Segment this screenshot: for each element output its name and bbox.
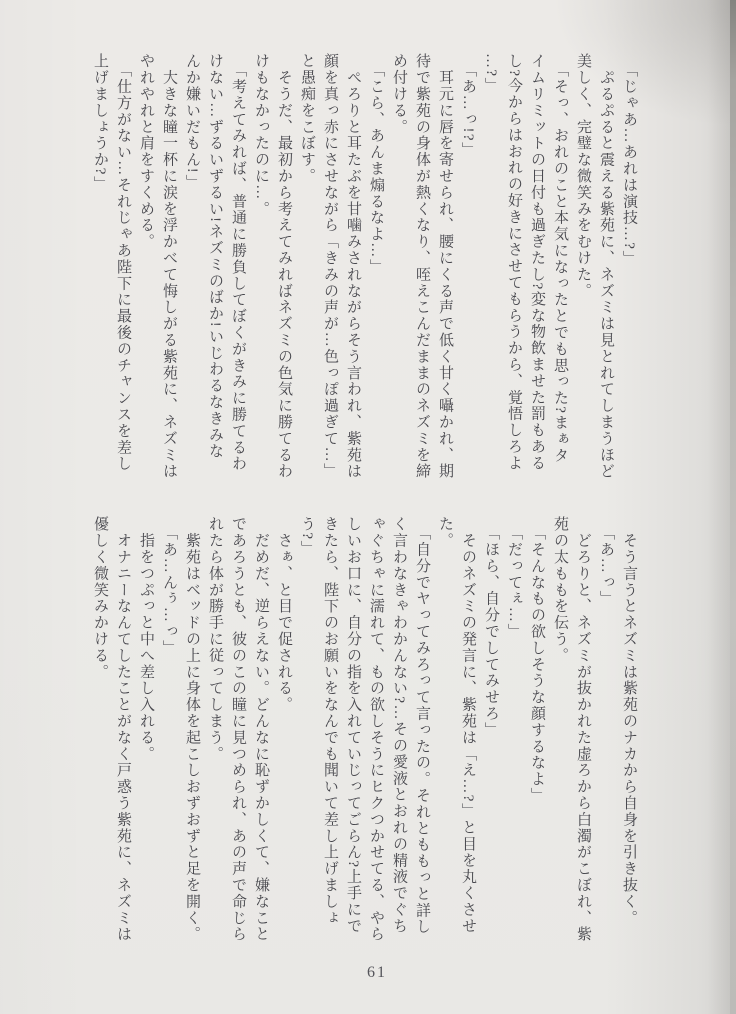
text-column: さぁ、と目で促される。 [276, 516, 292, 713]
text-block-top [88, 53, 640, 503]
text-column: んか嫌いだもん!」 [184, 53, 200, 191]
text-column: しいお口に、自分の指を入れていじってごらん?上手にで [345, 516, 361, 935]
text-column: 顔を真っ赤にさせながら「きみの声が…色っぽ過ぎて…」 [322, 53, 338, 480]
text-column: ぷるぷると震える紫苑に、ネズミは見とれてしまうほど [598, 53, 614, 480]
text-column: し?今からはおれの好きにさせてもらうから、覚悟しろよ [506, 53, 522, 472]
text-column: そうだ、最初から考えてみればネズミの色気に勝てるわ [276, 53, 292, 480]
text-column: オナニーなんてしたことがなく戸惑う紫苑に、ネズミは [115, 516, 131, 943]
text-column: 大きな瞳一杯に涙を浮かべて悔しがる紫苑に、ネズミは [161, 53, 177, 480]
text-column: 「自分でヤってみろって言ったの。それとももっと詳し [414, 516, 430, 935]
text-column: 「じゃあ…あれは演技…?」 [621, 53, 637, 267]
text-column: どろりと、ネズミが抜かれた虚ろから白濁がこぼれ、紫 [575, 516, 591, 943]
text-column: く言わなきゃわかんない?…その愛液とおれの精液でぐち [391, 516, 407, 935]
text-column: 美しく、完璧な微笑みをむけた。 [575, 53, 591, 299]
text-column: 「あ…っ!?」 [460, 53, 476, 159]
page-number: 61 [367, 964, 387, 981]
text-column: けない…ずるいずるい!ネズミのばか!いじわるなきみな [207, 53, 223, 460]
text-column: 紫苑はベッドの上に身体を起こしおずおずと足を開く。 [184, 516, 200, 943]
text-column: きたら、陛下のお願いをなんでも聞いて差し上げましょ [322, 516, 338, 926]
text-column: けもなかったのに…。 [253, 53, 269, 217]
text-column: 苑の太ももを伝う。 [552, 516, 568, 664]
text-column: 耳元に唇を寄せられ、腰にくる声で低く甘く囁かれ、期 [437, 53, 453, 480]
text-column: やれやれと肩をすくめる。 [138, 53, 154, 250]
text-column: そのネズミの発言に、紫苑は「え…?」と目を丸くさせ [460, 516, 476, 935]
text-column: ぺろりと耳たぶを甘噛みされながらそう言われ、紫苑は [345, 53, 361, 480]
text-column: ゃぐちゃに濡れて、もの欲しそうにヒクつかせてる、やら [368, 516, 384, 943]
text-column: 「そっ、おれのこと本気になったとでも思った?まぁタ [552, 53, 568, 464]
text-column: う?」 [299, 516, 315, 557]
text-column: と愚痴をこぼす。 [299, 53, 315, 185]
text-column: …?」 [483, 53, 499, 94]
text-column: であろうとも、彼のこの瞳に見つめられ、あの声で命じら [230, 516, 246, 943]
text-column: 上げましょうか?」 [92, 53, 108, 193]
text-column: 「こら、あんま煽るなよ…」 [368, 53, 384, 276]
scan-shadow-gradient [708, 0, 730, 1014]
text-column: 指をつぷっと中へ差し入れる。 [138, 516, 154, 762]
text-column: イムリミットの日付も過ぎたし?変な物飲ませた罰もある [529, 53, 545, 472]
text-column: 「考えてみれば、普通に勝負してぼくがきみに勝てるわ [230, 53, 246, 472]
text-column: れたら体が勝手に従ってしまう。 [207, 516, 223, 762]
text-column: そう言うとネズミは紫苑のナカから自身を引き抜く。 [621, 516, 637, 926]
text-block-bottom [88, 516, 640, 966]
text-column: だめだ、逆らえない。どんなに恥ずかしくて、嫌なこと [253, 516, 269, 943]
scan-edge-strip [730, 0, 736, 1014]
text-column: た。 [437, 516, 453, 549]
text-column: 「だってぇ…」 [506, 516, 522, 640]
text-column: 「そんなもの欲しそうな顔するなよ」 [529, 516, 545, 804]
text-column: め付ける。 [391, 53, 407, 135]
text-column: 「あ…んぅ…っ」 [161, 516, 177, 657]
text-column: 「あ…っ」 [598, 516, 614, 607]
text-column: 「仕方がない…それじゃあ陛下に最後のチャンスを差し [115, 53, 131, 472]
text-column: 「ほら、自分でしてみせろ」 [483, 516, 499, 739]
text-column: 優しく微笑みかける。 [92, 516, 108, 680]
text-column: 待で紫苑の身体が熱くなり、咥えこんだままのネズミを締 [414, 53, 430, 480]
